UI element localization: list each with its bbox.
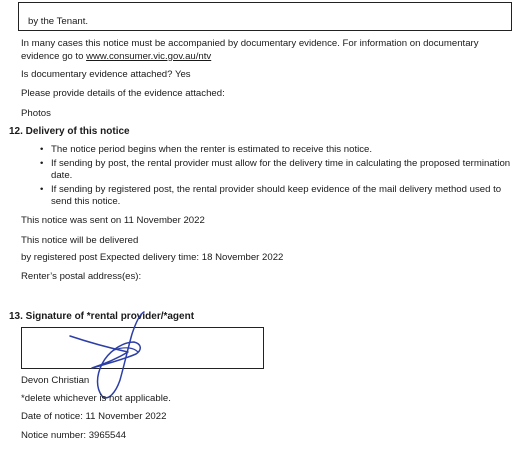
- signature-box: [21, 327, 264, 369]
- delivery-method: by registered post Expected delivery time: 18 November 2022: [21, 252, 284, 263]
- evidence-details-value: Photos: [21, 108, 51, 119]
- postal-address-label: Renter’s postal address(es):: [21, 271, 142, 282]
- section-13-heading: 13. Signature of *rental provider/*agent: [9, 311, 195, 322]
- evidence-attached: Is documentary evidence attached? Yes: [21, 69, 191, 80]
- evidence-details-label: Please provide details of the evidence attached:: [21, 88, 225, 99]
- top-text-box: [18, 2, 512, 31]
- sent-on-text: This notice was sent on 11 November 2022: [21, 215, 205, 226]
- evidence-note-line2: [21, 51, 211, 62]
- section-12-heading: 12. Delivery of this notice: [9, 126, 130, 137]
- delivery-bullet-2: • If sending by post, the rental provider must allow for the delivery time in calculating the proposed termination date.: [38, 158, 514, 182]
- evidence-note-prefix: evidence go to: [21, 51, 87, 62]
- delivery-bullet-1: • The notice period begins when the renter is estimated to receive this notice.: [38, 144, 514, 156]
- notice-number: Notice number: 3965544: [21, 430, 127, 441]
- delete-note: *delete whichever is not applicable.: [21, 393, 171, 404]
- date-of-notice: Date of notice: 11 November 2022: [21, 411, 167, 422]
- evidence-note-line1: In many cases this notice must be accompanied by documentary evidence. For information on documentary: [21, 38, 479, 49]
- signer-name: Devon Christian: [21, 375, 90, 386]
- delivery-bullets: [38, 144, 514, 210]
- evidence-link[interactable]: www.consumer.vic.gov.au/ntv: [86, 51, 212, 62]
- delivery-bullet-3: • If sending by registered post, the rental provider should keep evidence of the mail delivery method used to send this notice.: [38, 184, 514, 208]
- delivered-label: This notice will be delivered: [21, 235, 139, 246]
- top-box-text: by the Tenant.: [28, 16, 89, 27]
